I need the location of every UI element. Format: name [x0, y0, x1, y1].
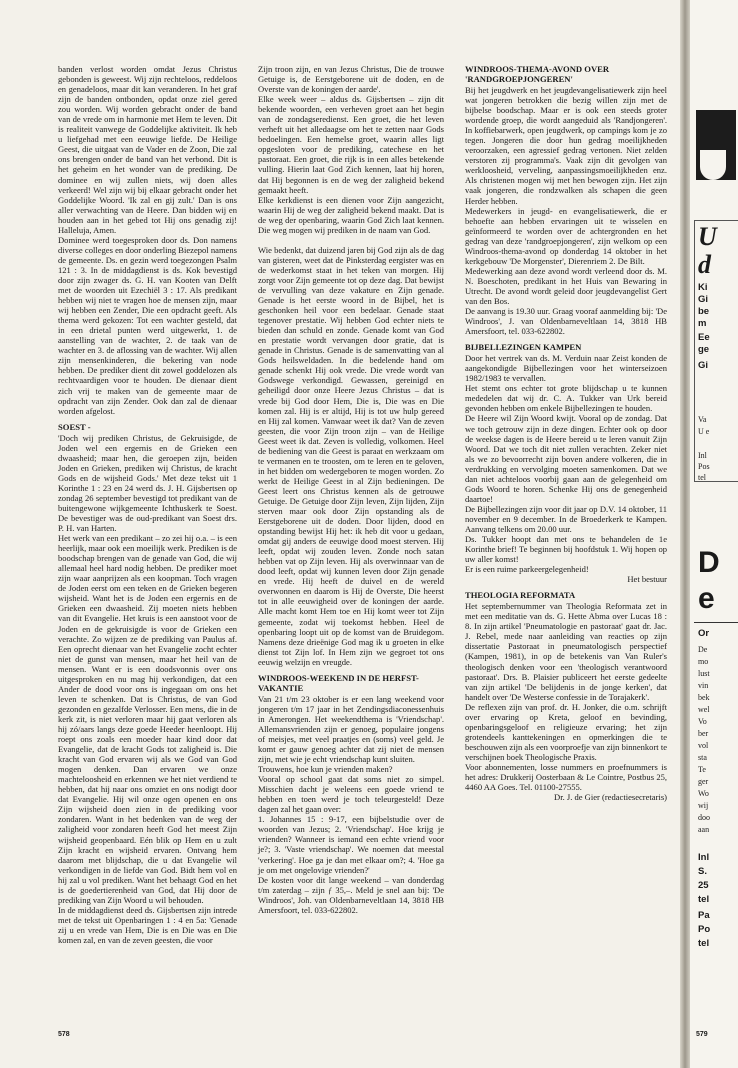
paragraph: Medewerkers in jeugd- en evangelisatiewerk, die er behoefte aan hebben ervaringen uit te wisselen en geïnformeerd te worden over de achtergronden en het gedrag van deze 'randgroepjongeren', zijn welkom op een Windroos-thema-avond op donderdag 14 oktober in het kerkgebouw 'De Morgenster', Dierenriem 2. De Bilt.: [465, 205, 667, 266]
paragraph: Van 21 t/m 23 oktober is er een lang weekend voor jongeren t/m 17 jaar in het Zendingsdiaconessenhuis in Amerongen. Het weekendthema is 'Vriendschap'. Allemansvrienden zijn er genoeg, populaire jongens of meisjes, met veel praatjes en (soms) veel geld. Je komt er gauw genoeg achter dat zij niet de mensen zijn, met wie je echt vriendschap kunt sluiten.: [258, 693, 444, 765]
paragraph: Elke kerkdienst is een dienen voor Zijn aangezicht, waarin Hij de weg der zaligheid bekend maakt. Dat is de weg der openbaring, waarin God Zich laat kennen. Die weg mogen wij prediken in de naam van God.: [258, 194, 444, 235]
book-gutter: [680, 0, 690, 1068]
paragraph: Trouwens, hoe kun je vrienden maken?: [258, 764, 393, 775]
paragraph: 1. Johannes 15 : 9-17, een bijbelstudie over de woorden van Jezus; 2. 'Vriendschap'. Hoe krijg je vrienden? Wanneer is iemand een echte vriend voor je?; 3. 'Vaste vriendschap'. We noemen dat meestal 'verkering'. Hoe ga je dan met elkaar om?; 4. 'Hoe ga je om met ongelovige vrienden?': [258, 814, 444, 875]
paragraph: Medewerking aan deze avond wordt verleend door ds. M. N. Boeschoten, predikant in het Huis van Bewaring in Utrecht. De avond wordt geleid door jeugdevangelist Gert van den Bos.: [465, 265, 667, 306]
fragment-heading: U: [698, 222, 717, 251]
fragment-text: tel: [698, 938, 710, 949]
paragraph: Vooral op school gaat dat soms niet zo simpel. Misschien dacht je weleens een goede vriend te hebben en toen werd je toch teleurgesteld! Deze dagen zal het gaan over:: [258, 774, 444, 815]
fragment-text: Pos: [698, 462, 710, 471]
fragment-text: Te: [698, 765, 706, 774]
fragment-text: be: [698, 306, 710, 317]
paragraph: De Heere wil Zijn Woord kwijt. Vooral op de zondag. Dat we toch getrouw zijn in deze dingen. Echter ook op door de weekse dagen is de Heere bereid u te leren vanuit Zijn Woord. Dat we toch dit niet zullen verachten. Zeker niet als we zo bevoorrecht zijn boven andere volkeren, die in verdrukking en vervolging moeten samenkomen. Dat we dan niet achteloos voorbij gaan aan de gelegenheid om Gods Woord te horen. Schenke Hij ons de genegenheid daartoe!: [465, 413, 667, 504]
fragment-text: Inl: [698, 852, 710, 863]
fragment-text: tel: [698, 894, 710, 905]
fragment-text: Va: [698, 415, 707, 424]
paragraph: Voor abonnementen, losse nummers en proefnummers is het adres: Drukkerij Oosterbaan & Le Cointre, Postbus 25, 4460 AA Goes. Tel. 01100-27555.: [465, 762, 667, 793]
paragraph: Zijn troon zijn, en van Jezus Christus, Die de trouwe Getuige is, de Eerstgeborene uit de doden, en de Overste van de koningen der aarde'.: [258, 64, 444, 95]
divider: [694, 622, 738, 623]
section-heading-theologia-reformata: THEOLOGIA REFORMATA: [465, 590, 576, 601]
fragment-text: Wo: [698, 789, 709, 798]
section-heading-bijbellezingen: BIJBELLEZINGEN KAMPEN: [465, 342, 582, 353]
paragraph: In de middagdienst deed ds. Gijsbertsen zijn intrede met de tekst uit Openbaringen 1 : 4 en 5a: 'Genade zij u en vrede van Hem, Die is en Die was en Die komen zal, en van de zeven geesten, die voor: [58, 904, 237, 945]
paragraph: Er is een ruime parkeergelegenheid!: [465, 564, 589, 575]
paragraph: banden verlost worden omdat Jezus Christus gebonden is geweest. Wij zijn rechteloos, reddeloos en genadeloos, maar dit kan veranderen. In het graf zijn de banden ontbonden, opdat onze ziel gered zou worden. Wij worden gebracht onder de band van de vrede om in harmonie met Hem te leven. Dit is realiteit vanwege de Goddelijke aktiviteit. Ik heb u liefgehad met een eeuwige liefde. De Heilige Geest, die uitgaat van de Vader en de Zoon, Die zal ons brengen onder de band van het verbond. Dit is het geheim en het wonder van de prediking. De dominee en wij zullen niets, wij doen alles verkeerd! Wel zijn wij bij elkaar gebracht onder het Goddelijke Woord. 'Ik zal en gij zult.' Dan is ons aller verwachting van de Heere. Dan bidden wij en houden aan in het gebed tot Hij ons genadig zij! Halleluja, Amen.: [58, 64, 237, 235]
signature: Het bestuur: [627, 574, 667, 585]
fragment-text: Gi: [698, 360, 709, 371]
fragment-heading: e: [698, 582, 715, 615]
page-number-right: 579: [696, 1031, 708, 1038]
fragment-text: bek: [698, 693, 710, 702]
fragment-text: lust: [698, 669, 710, 678]
paragraph: De Bijbellezingen zijn voor dit jaar op D.V. 14 oktober, 11 november en 9 december. In de Broederkerk te Kampen. Aanvang telkens om 20.00 uur.: [465, 503, 667, 534]
paragraph: Bij het jeugdwerk en het jeugdevangelisatiewerk zijn heel wat jongeren betrokken die bezig willen zijn met de bijbelse boodschap. Maar er is ook een steeds groter wordende groep, die wordt aangeduid als 'Randjongeren'. In koffiebarwerk, open jeugdwerk, op campings kom je zo tegen. Jongeren die door hun gedrag moeilijkheden veroorzaken, een agressief gedrag vertonen. Niet zelden verstoren zij programma's. Vaak zijn dit gevolgen van werkloosheid, verveling, aanpassingsmoeilijkheden enz. Als christenen mogen wij met hen bewogen zijn. Het zijn vaak jongeren, die rondzwalken als schapen die geen Herder hebben.: [465, 85, 667, 206]
fragment-text: Ee: [698, 332, 710, 343]
section-heading-windroos-thema: WINDROOS-THEMA-AVOND OVER 'RANDGROEPJONGEREN': [465, 64, 610, 84]
fragment-text: De: [698, 645, 708, 654]
fragment-text: mo: [698, 657, 709, 666]
fragment-text: Ki: [698, 282, 708, 293]
fragment-text: wel: [698, 705, 710, 714]
fragment-text: aan: [698, 825, 710, 834]
fragment-text: m: [698, 318, 707, 329]
column-2: [258, 64, 444, 915]
fragment-text: sta: [698, 753, 707, 762]
fragment-heading: d: [698, 250, 711, 279]
paragraph: Elke week weer – aldus ds. Gijsbertsen – zijn dit bekende woorden, een verheven groet aan het begin van de zondagseredienst. Een groet, die het leven verheft uit het alledaagse om het te zetten naar Gods bedoelingen. Een hemelse groet, waarin alles ligt opgesloten voor de prediking, catechese en het pastoraat. Een groet, die rijk is in een alles betekende vulling. Hierin laat God Zich kennen, laat hij horen, dat Hij begonnen is en de weg der zaligheid bekend gemaakt heeft.: [258, 94, 444, 195]
fragment-text: U e: [698, 427, 710, 436]
fragment-text: vin: [698, 681, 709, 690]
paragraph: Ds. Tukker hoopt dan met ons te behandelen de 1e Korinthe brief! Te beginnen bij hoofdstuk 1. Wij hopen op uw aller komst!: [465, 534, 667, 565]
fragment-text: Vo: [698, 717, 707, 726]
right-page-fragment: [690, 0, 738, 1068]
fragment-text: Or: [698, 628, 710, 639]
fragment-heading: D: [698, 546, 720, 579]
fragment-text: ber: [698, 729, 709, 738]
fragment-text: tel: [698, 473, 706, 482]
graphic-notch: [700, 150, 726, 180]
fragment-text: Pa: [698, 910, 710, 921]
column-3: [465, 64, 667, 802]
paragraph: De kosten voor dit lange weekend – van donderdag t/m zaterdag – zijn ƒ 35,–. Meld je snel aan bij: 'De Windroos', Joh. van Oldenbarneveltlaan 14, 3818 HB Amersfoort, tel. 033-622802.: [258, 874, 444, 915]
paragraph: Het septembernummer van Theologia Reformata zet in met een meditatie van ds. G. Hette Abma over Lucas 18 : 8. In zijn artikel 'Pneumatologie en pastoraat' gaat dr. Jac. J. Rebel, mede naar aanleiding van reacties op zijn dissertatie Pastoraat in pneumatologisch perspectief (Kampen, 1981), in op de betekenis van Van Ruler's theologisch denken voor een 'theologisch verantwoord pastoraat'. Drs. B. Plaisier publiceert het eerste gedeelte van zijn artikel 'De belijdenis in de jonge kerken', dat handelt over 'De Westerse confessie in de Torajakerk'.: [465, 601, 667, 702]
paragraph: De aanvang is 19.30 uur. Graag vooraf aanmelding bij: 'De Windroos', J. van Oldenbarneveltlaan 14, 3818 HB Amersfoort, tel. 033-622802.: [465, 306, 667, 337]
paragraph: Wie bedenkt, dat duizend jaren bij God zijn als de dag van gisteren, weet dat de Pinksterdag eergister was en de wederkomst staat in het teken van morgen. Hij zorgt voor Zijn gemeente tot op deze dag. Dat bewijst de vervulling van deze vakature en Zijn genade. Genade is het eerste woord in de Bijbel, het is geschonken heil voor een bedelaar. Genade staat tegenover prestatie. Wij hebben God echter niets te bieden dan schuld en zonde. Genade komt van God en prestatie wordt vervangen door gratie, dat is genade in Christus. Genade is de samenvatting van al Gods heilsweldaden. In die bedelende hand om genade schenkt Hij ook vrede. Die vrede wordt van Godswege verkondigd. Gewassen, gereinigd en geheiligd door onze Heere Jezus Christus – dat is vrede bij God door Hem, Die is, Die was en Die komen zal. Hij is er altijd, Hij is tot uw hulp gereed en Hij zal komen. Vanwaar weet ik dat? Van de zeven geesten, die voor Zijn troon zijn – van de Heilige Geest weet ik dat. Zeven is volledig, volkomen. Heel de bediening van die Geest is paraat en werkzaam om te vermanen en te troosten, om te leren en te geloven, in het bidden om wedergeboren te mogen worden. Zo werkt de Heilige Geest in al Zijn bedieningen. De Geest leert ons Christus kennen als de getrouwe Getuige. De Getuige door Zijn leven, Zijn lijden, Zijn sterven maar ook door Zijn opstanding als de Eerstgeborene uit de doden. Door lijden, dood en opstanding bewijst Hij het: ik heb dit voor u gedaan, omdat gij anders de eeuwige dood moest sterven. Hij leeft, opdat wij zouden leven. Zonde noch satan hebben vat op Zijn leven. Hij als overwinnaar van de dood leeft, opdat wij kunnen leven door Zijn genade en vrede. Hij heeft de duivel en de wereld overwonnen en daarom is Hij de Overste, Die heerst tot in alle eeuwigheid over de koningen der aarde. Alle macht komt Hem toe en Hij komt weer tot Zijn gemeente, zodat wij toekomst hebben. Heel de openbaring loopt uit op de komst van de Bruidegom. Namens deze drieënige God mag ik u groeten in elke dienst tot Zijn lof. In Hem zijn we gegroet tot ons eeuwig welzijn en vreugde.: [258, 244, 444, 667]
fragment-text: doo: [698, 813, 710, 822]
paragraph: Het stemt ons echter tot grote blijdschap u te kunnen mededelen dat wij dr. C. A. Tukker van Urk bereid gevonden hebben om enkele Bijbellezingen te houden.: [465, 383, 667, 414]
fragment-text: vol: [698, 741, 709, 750]
paragraph: De reflexen zijn van prof. dr. H. Jonker, die o.m. schrijft over ervaring op Kreta, geloof en bevinding, openbaringsgeloof en religieuze ervaring; het zijn grotendeels kanttekeningen en opmerkingen die te beschouwen zijn als een voorproefje van zijn binnenkort te verschijnen boek Theologische Praxis.: [465, 701, 667, 762]
fragment-text: Po: [698, 924, 711, 935]
signature: Dr. J. de Gier (redactiesecretaris): [554, 792, 667, 803]
column-1: [58, 64, 237, 945]
page-number-left: 578: [58, 1031, 70, 1038]
fragment-text: Gi: [698, 294, 709, 305]
fragment-text: wij: [698, 801, 709, 810]
fragment-text: ger: [698, 777, 709, 786]
paragraph: Door het vertrek van ds. M. Verduin naar Zeist konden de aangekondigde Bijbellezingen voor het winterseizoen 1982/1983 te vervallen.: [465, 353, 667, 384]
fragment-text: Inl: [698, 451, 707, 460]
paragraph: 'Doch wij prediken Christus, de Gekruisigde, de Joden wel een ergernis en de Grieken een dwaasheid; maar hen, die geroepen zijn, beiden Joden en Grieken, prediken wij Christus, de kracht Gods en de wijsheid Gods.' Met deze tekst uit 1 Korinthe 1 : 23 en 24 werd ds. J. H. Gijsbertsen op zondag 26 september bevestigd tot predikant van de buitengewone wijkgemeente Ichthuskerk te Soest. De bevestiger was de oud-predikant van Soest drs. P. H. van Harten.: [58, 432, 237, 534]
paragraph: Het werk van een predikant – zo zei hij o.a. – is een heerlijk, maar ook een moeilijk werk. Prediken is de boodschap brengen van de genade van God, die wij allemaal heel hard nodig hebben. De prediker moet zijn waar aanprijzen als een koopman. Toch vragen de Joden eerst om een teken en de Grieken begeren wijsheid. Want het is de Joden een ergernis en de Grieken een dwaasheid. Zij moeten niets hebben van dit Evangelie. Het kruis is een aanstoot voor de Joden en de gekruisigde is voor de Grieken een verachte. Zo wijzen ze de prediking van Paulus af. Een oprecht dienaar van het Evangelie zocht echter niet de gunst van mensen, maar het heil van de mensen. Want er is een doodsvonnis over ons uitgesproken en nu mag hij verkondigen, dat een Ander de dood voor ons is ingegaan om ons het leven te schenken. Dat is Christus, de van God gezonden en gezalfde Verlosser. Een mens, die in de kerk zit, is niet verloren maar hij gaat verloren als hij zó/aars langs deze goede Heeder heenloopt. Hij roept ons zoals een moeder haar kind door dat Evangelie, dat de kracht Gods tot zaligheid is. Die kracht van God ervaren wij als we God van God mogen denken. Dan ervaren we onze machteloosheid en erkennen we het niet verdiend te hebben, dat hij naar ons omziet en ons nodigt door dat Evangelie. Hij wil onze ogen openen en ons Zijn wijsheid doen zien in de prediking voor zondaren. Want in het bedenken van de weg der zaligheid voor zondaren heeft God het meest Zijn wijsheid geopenbaard. Eén blik op Hem en u zult Zijn kracht en wijsheid ervaren. Ontvang hem daarom met blijdschap, die u dat Evangelie wil verkondigen in de liefde van God. Bidt hem vol en hij zal u vol prediken. Want het behaagt God en het is de goedertierenheid van God, dat Hij door de prediking van Zijn Woord u wil behouden.: [58, 533, 237, 905]
fragment-text: 25: [698, 880, 709, 891]
fragment-text: ge: [698, 344, 710, 355]
section-heading-windroos-weekend: WINDROOS-WEEKEND IN DE HERFST-VAKANTIE: [258, 672, 419, 693]
fragment-text: S.: [698, 866, 707, 877]
section-heading-soest: SOEST -: [58, 421, 91, 432]
paragraph: Dominee werd toegesproken door ds. Don namens diverse colleges en door onderling Biezepol namens de gemeente. Ds. en gezin werd toegezongen Psalm 121 : 3. In de middagdienst is ds. Kok bevestigd door zijn zwager ds. G. H. van Kooten van Delft met de woorden uit Ezechiël 3 : 17. Als predikant hebben wij niet te vragen hoe de mensen zijn, maar wij hebben een Zender, Die een opdracht geeft. Als thema werd gekozen: Tot een wachter gesteld, dat in een drietal punten werd uitgewerkt, 1. de aanstelling van de wachter, 2. de taak van de wachter en 3. de aflossing van de wachter. Wij allen zijn mensenkinderen, die bekering van node hebben. De prediker dient dit zowel goddelozen als rechtvaardigen voor te houden. De dienaar dient zich vrij te maken van de gemeente maar de opdracht van zijn Zender. Ook dan zal de dienaar worden afgelost.: [58, 234, 237, 416]
